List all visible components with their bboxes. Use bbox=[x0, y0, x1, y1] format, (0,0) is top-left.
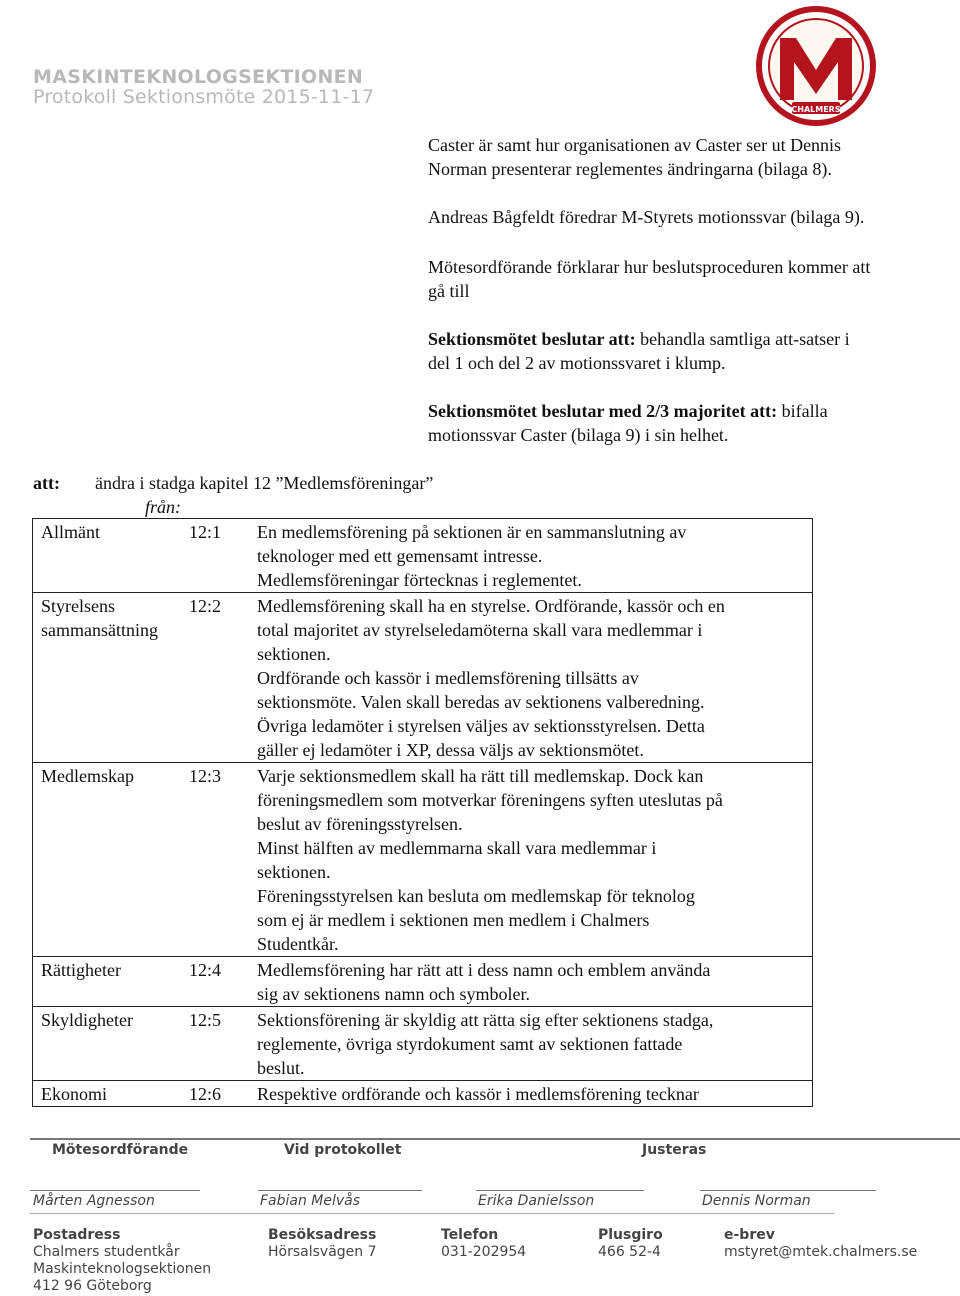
decision-klump bbox=[428, 327, 948, 375]
plusgiro-heading: Plusgiro bbox=[598, 1227, 663, 1243]
stadga-row-title bbox=[33, 1081, 190, 1107]
logo-ring-text: CHALMERS bbox=[791, 105, 841, 114]
text-line: Föreningsstyrelsen kan besluta om medlemskap för teknolog bbox=[257, 886, 695, 906]
att-clause bbox=[33, 471, 433, 495]
stadga-row-title bbox=[33, 519, 190, 593]
plusgiro: 466 52-4 bbox=[598, 1244, 661, 1260]
text-line: reglemente, övriga styrdokument samt av sektionen fattade bbox=[257, 1034, 683, 1054]
text-line: Medlemsförening skall ha en styrelse. Ordförande, kassör och en bbox=[257, 596, 725, 616]
stadga-row bbox=[33, 593, 813, 763]
footer-divider bbox=[30, 1138, 960, 1140]
stadga-row-number: 12:2 bbox=[189, 593, 257, 763]
paragraph-line: Mötesordförande förklarar hur beslutsproceduren kommer att bbox=[428, 257, 871, 277]
paragraph-line: behandla samtliga att-satser i bbox=[635, 329, 850, 349]
stadga-row bbox=[33, 1007, 813, 1081]
title-line: Allmänt bbox=[41, 522, 100, 542]
stadga-row-text bbox=[257, 763, 813, 957]
title-line: Ekonomi bbox=[41, 1084, 107, 1104]
text-line: beslut av föreningsstyrelsen. bbox=[257, 814, 463, 834]
signature-line bbox=[700, 1190, 876, 1191]
stadga-row-number: 12:6 bbox=[189, 1081, 257, 1107]
paragraph-line: gå till bbox=[428, 281, 470, 301]
signature-line bbox=[476, 1190, 644, 1191]
stadga-row-number: 12:3 bbox=[189, 763, 257, 957]
paragraph-line: Caster är samt hur organisationen av Caster ser ut Dennis bbox=[428, 135, 842, 155]
att-text: ändra i stadga kapitel 12 ”Medlemsföreningar” bbox=[95, 473, 434, 493]
footer-heading-adjust: Justeras bbox=[642, 1142, 707, 1158]
title-line: Skyldigheter bbox=[41, 1010, 133, 1030]
stadga-row-number: 12:1 bbox=[189, 519, 257, 593]
text-line: En medlemsförening på sektionen är en sammanslutning av bbox=[257, 522, 687, 542]
telefon-heading: Telefon bbox=[441, 1227, 499, 1243]
postadress bbox=[33, 1244, 211, 1295]
stadga-table bbox=[32, 518, 813, 1107]
stadga-row-title bbox=[33, 593, 190, 763]
text-line: Varje sektionsmedlem skall ha rätt till medlemskap. Dock kan bbox=[257, 766, 704, 786]
address-line: Chalmers studentkår bbox=[33, 1244, 180, 1260]
paragraph-line: Andreas Bågfeldt föredrar M-Styrets motionssvar (bilaga 9). bbox=[428, 207, 865, 227]
signature-name: Erika Danielsson bbox=[478, 1193, 595, 1209]
stadga-row bbox=[33, 519, 813, 593]
document-subtitle: Protokoll Sektionsmöte 2015-11-17 bbox=[33, 86, 375, 108]
text-line: gäller ej ledamöter i XP, dessa väljs av sektionsmötet. bbox=[257, 740, 644, 760]
text-line: Övriga ledamöter i styrelsen väljes av sektionsstyrelsen. Detta bbox=[257, 716, 705, 736]
org-name: MASKINTEKNOLOGSEKTIONEN bbox=[33, 66, 364, 88]
text-line: sektionen. bbox=[257, 644, 331, 664]
title-line: Medlemskap bbox=[41, 766, 134, 786]
footer-heading-protocol: Vid protokollet bbox=[284, 1142, 402, 1158]
postadress-heading: Postadress bbox=[33, 1227, 121, 1243]
title-line: sammansättning bbox=[41, 620, 158, 640]
text-line: Respektive ordförande och kassör i medlemsförening tecknar bbox=[257, 1084, 699, 1104]
email-address[interactable]: mstyret@mtek.chalmers.se bbox=[724, 1244, 918, 1260]
stadga-row-text bbox=[257, 1007, 813, 1081]
text-line: sig av sektionens namn och symboler. bbox=[257, 984, 530, 1004]
stadga-row-title bbox=[33, 763, 190, 957]
telefon: 031-202954 bbox=[441, 1244, 527, 1260]
stadga-row-title bbox=[33, 957, 190, 1007]
section-logo bbox=[752, 4, 880, 128]
text-line: Studentkår. bbox=[257, 934, 339, 954]
stadga-row-text bbox=[257, 593, 813, 763]
decision-label: Sektionsmötet beslutar med 2/3 majoritet att: bbox=[428, 401, 778, 421]
text-line: Medlemsförening har rätt att i dess namn och emblem använda bbox=[257, 960, 711, 980]
stadga-row-text bbox=[257, 957, 813, 1007]
stadga-row bbox=[33, 957, 813, 1007]
title-line: Styrelsens bbox=[41, 596, 115, 616]
fran-label: från: bbox=[145, 497, 181, 517]
signature-underline bbox=[30, 1213, 834, 1214]
paragraph-motionssvar bbox=[428, 205, 948, 229]
text-line: Minst hälften av medlemmarna skall vara medlemmar i bbox=[257, 838, 657, 858]
signature-line bbox=[258, 1190, 422, 1191]
address-line: 412 96 Göteborg bbox=[33, 1278, 152, 1294]
stadga-row-text bbox=[257, 519, 813, 593]
text-line: sektionsmöte. Valen skall beredas av sektionens valberedning. bbox=[257, 692, 705, 712]
att-label: att: bbox=[33, 473, 60, 493]
stadga-row-number: 12:5 bbox=[189, 1007, 257, 1081]
address-line: Maskinteknologsektionen bbox=[33, 1261, 212, 1277]
signature-name: Mårten Agnesson bbox=[33, 1193, 155, 1209]
text-line: beslut. bbox=[257, 1058, 305, 1078]
paragraph-line: del 1 och del 2 av motionssvaret i klump. bbox=[428, 353, 726, 373]
text-line: som ej är medlem i sektionen men medlem i Chalmers bbox=[257, 910, 650, 930]
decision-label: Sektionsmötet beslutar att: bbox=[428, 329, 636, 349]
text-line: föreningsmedlem som motverkar föreningens syften uteslutas på bbox=[257, 790, 723, 810]
text-line: Medlemsföreningar förtecknas i reglementet. bbox=[257, 570, 582, 590]
text-line: Ordförande och kassör i medlemsförening tillsätts av bbox=[257, 668, 639, 688]
stadga-row-text bbox=[257, 1081, 813, 1107]
signature-name: Dennis Norman bbox=[702, 1193, 811, 1209]
paragraph-line: bifalla bbox=[777, 401, 828, 421]
footer-heading-moderator: Mötesordförande bbox=[52, 1142, 189, 1158]
paragraph-procedure bbox=[428, 255, 948, 303]
ebrev-heading: e-brev bbox=[724, 1227, 775, 1243]
paragraph-line: Norman presenterar reglementes ändringarna (bilaga 8). bbox=[428, 159, 832, 179]
besoksadress-heading: Besöksadress bbox=[268, 1227, 377, 1243]
text-line: teknologer med ett gemensamt intresse. bbox=[257, 546, 543, 566]
text-line: sektionen. bbox=[257, 862, 331, 882]
title-line: Rättigheter bbox=[41, 960, 121, 980]
stadga-row bbox=[33, 1081, 813, 1107]
stadga-row-number: 12:4 bbox=[189, 957, 257, 1007]
paragraph-line: motionssvar Caster (bilaga 9) i sin helhet. bbox=[428, 425, 729, 445]
decision-bifalla bbox=[428, 399, 948, 447]
text-line: total majoritet av styrelseledamöterna skall vara medlemmar i bbox=[257, 620, 703, 640]
text-line: Sektionsförening är skyldig att rätta sig efter sektionens stadga, bbox=[257, 1010, 714, 1030]
signature-line bbox=[30, 1190, 200, 1191]
signature-name: Fabian Melvås bbox=[260, 1193, 361, 1209]
stadga-row bbox=[33, 763, 813, 957]
besoksadress: Hörsalsvägen 7 bbox=[268, 1244, 377, 1260]
stadga-row-title bbox=[33, 1007, 190, 1081]
paragraph-caster bbox=[428, 133, 948, 181]
